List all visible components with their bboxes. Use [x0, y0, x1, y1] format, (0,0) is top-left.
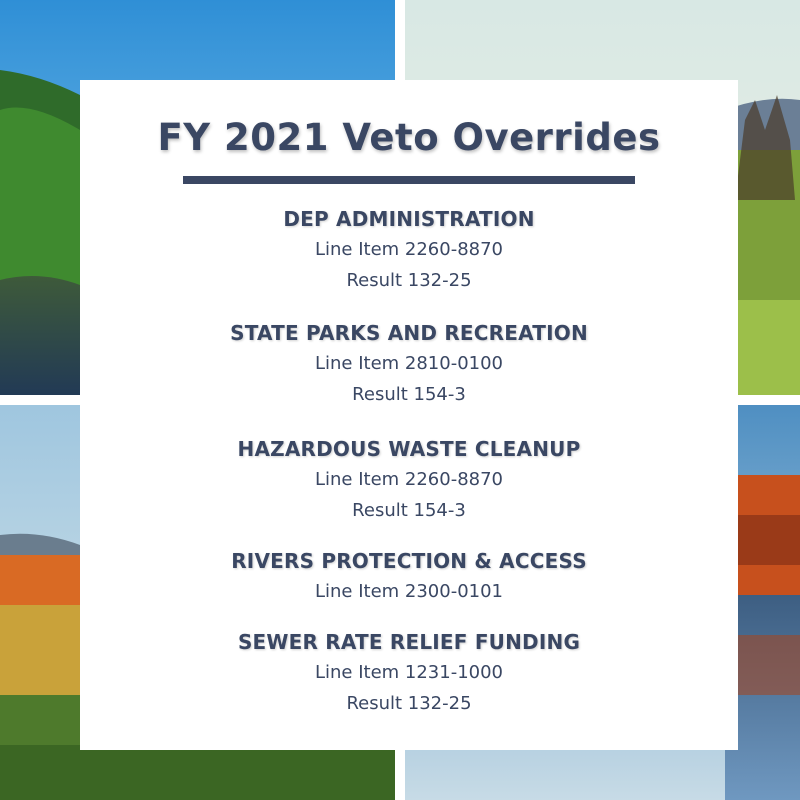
list-item [80, 434, 738, 526]
item-result: Result 132-25 [346, 693, 472, 714]
item-line-number: Line Item 2260-8870 [314, 469, 504, 490]
item-result: Result 132-25 [346, 270, 472, 291]
item-name: SEWER RATE RELIEF FUNDING [237, 630, 581, 654]
content-card [80, 80, 738, 750]
item-line-number: Line Item 1231-1000 [314, 662, 504, 683]
item-name: RIVERS PROTECTION & ACCESS [231, 549, 587, 573]
item-result: Result 154-3 [352, 384, 466, 405]
item-name: STATE PARKS AND RECREATION [230, 321, 588, 345]
title-divider [183, 176, 635, 184]
veto-override-list [80, 204, 738, 719]
list-item [80, 204, 738, 296]
item-line-number: Line Item 2810-0100 [314, 353, 504, 374]
item-result: Result 154-3 [352, 500, 466, 521]
item-line-number: Line Item 2300-0101 [314, 581, 504, 602]
list-item [80, 318, 738, 410]
item-name: HAZARDOUS WASTE CLEANUP [237, 437, 581, 461]
list-item [80, 546, 738, 607]
list-item [80, 627, 738, 719]
item-line-number: Line Item 2260-8870 [314, 239, 504, 260]
item-name: DEP ADMINISTRATION [283, 207, 535, 231]
page-title: FY 2021 Veto Overrides [157, 116, 661, 159]
